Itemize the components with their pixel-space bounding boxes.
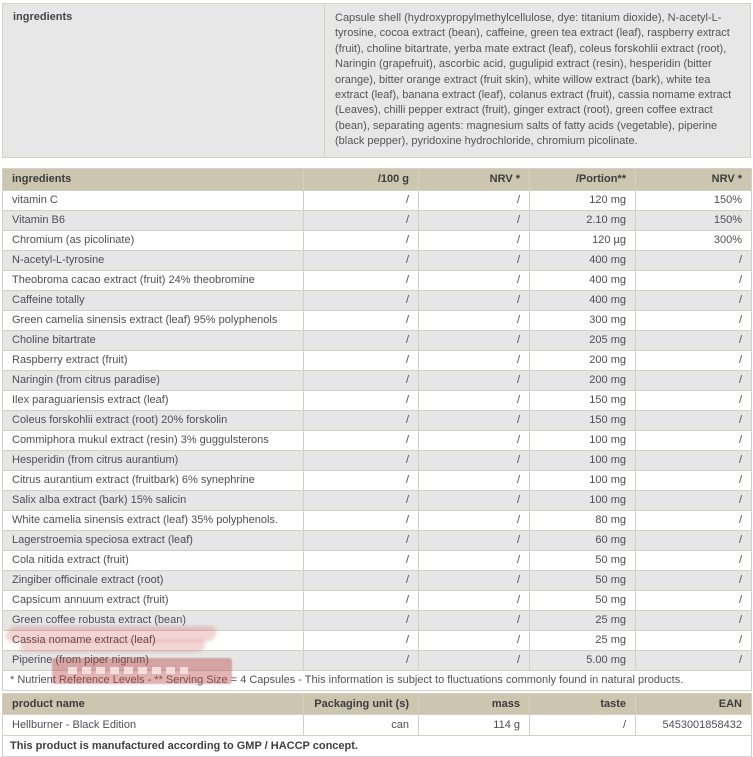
per-100g-cell: / xyxy=(304,570,419,590)
per-portion-cell: 100 mg xyxy=(530,430,636,450)
nrv-portion-cell: / xyxy=(636,650,752,670)
nrv-portion-cell: 150% xyxy=(636,190,752,210)
nrv-100g-cell: / xyxy=(419,230,530,250)
ingredient-name-cell: Citrus aurantium extract (fruitbark) 6% synephrine xyxy=(3,470,304,490)
column-header-per-portion: /Portion** xyxy=(530,168,636,190)
ingredient-name-cell: Chromium (as picolinate) xyxy=(3,230,304,250)
ingredient-name-cell: Salix alba extract (bark) 15% salicin xyxy=(3,490,304,510)
taste-cell: / xyxy=(530,714,636,735)
per-100g-cell: / xyxy=(304,370,419,390)
table-row xyxy=(3,250,752,270)
nrv-100g-cell: / xyxy=(419,470,530,490)
per-100g-cell: / xyxy=(304,590,419,610)
nrv-100g-cell: / xyxy=(419,510,530,530)
nrv-portion-cell: / xyxy=(636,310,752,330)
nrv-100g-cell: / xyxy=(419,190,530,210)
per-portion-cell: 50 mg xyxy=(530,550,636,570)
ingredient-name-cell: Theobroma cacao extract (fruit) 24% theobromine xyxy=(3,270,304,290)
ingredient-name-cell: Cola nitida extract (fruit) xyxy=(3,550,304,570)
nrv-100g-cell: / xyxy=(419,530,530,550)
per-100g-cell: / xyxy=(304,230,419,250)
per-portion-cell: 205 mg xyxy=(530,330,636,350)
table-row xyxy=(3,330,752,350)
nrv-portion-cell: / xyxy=(636,510,752,530)
per-portion-cell: 50 mg xyxy=(530,570,636,590)
per-100g-cell: / xyxy=(304,650,419,670)
per-portion-cell: 400 mg xyxy=(530,270,636,290)
per-100g-cell: / xyxy=(304,490,419,510)
ingredient-name-cell: Coleus forskohlii extract (root) 20% forskolin xyxy=(3,410,304,430)
ingredient-name-cell: White camelia sinensis extract (leaf) 35% polyphenols. xyxy=(3,510,304,530)
ingredient-name-cell: Naringin (from citrus paradise) xyxy=(3,370,304,390)
table-row xyxy=(3,450,752,470)
column-header-ingredients: ingredients xyxy=(3,168,304,190)
nrv-portion-cell: / xyxy=(636,250,752,270)
table-row xyxy=(3,430,752,450)
product-row xyxy=(3,714,752,735)
nrv-100g-cell: / xyxy=(419,430,530,450)
table-row xyxy=(3,510,752,530)
column-header-product-name: product name xyxy=(3,693,304,714)
ingredient-name-cell: Lagerstroemia speciosa extract (leaf) xyxy=(3,530,304,550)
footnote-text: * Nutrient Reference Levels - ** Serving Size = 4 Capsules - This information is subject to fluctuations commonly found in natural products. xyxy=(3,670,752,690)
ingredient-name-cell: Green camelia sinensis extract (leaf) 95% polyphenols xyxy=(3,310,304,330)
table-row xyxy=(3,310,752,330)
product-header-row xyxy=(3,693,752,714)
ingredients-row xyxy=(3,4,751,158)
per-100g-cell: / xyxy=(304,550,419,570)
per-portion-cell: 25 mg xyxy=(530,630,636,650)
nrv-100g-cell: / xyxy=(419,590,530,610)
per-100g-cell: / xyxy=(304,530,419,550)
per-100g-cell: / xyxy=(304,250,419,270)
nrv-100g-cell: / xyxy=(419,290,530,310)
per-100g-cell: / xyxy=(304,610,419,630)
per-100g-cell: / xyxy=(304,390,419,410)
per-portion-cell: 60 mg xyxy=(530,530,636,550)
nrv-100g-cell: / xyxy=(419,410,530,430)
table-row xyxy=(3,390,752,410)
nrv-portion-cell: / xyxy=(636,350,752,370)
per-portion-cell: 400 mg xyxy=(530,250,636,270)
ingredient-name-cell: Capsicum annuum extract (fruit) xyxy=(3,590,304,610)
ingredient-name-cell: Piperine (from piper nigrum) xyxy=(3,650,304,670)
ingredients-text: Capsule shell (hydroxypropylmethylcellulose, dye: titanium dioxide), N-acetyl-L-tyrosine, cocoa extract (bean), caffeine, green tea extract (leaf), raspberry extract (fruit), choline bitartrate, yerba mate extract (leaf), coleus forskohlii extract (root), Naringin (grapefruit), ascorbic acid, gugulipid extract (resin), hesperidin (bitter orange), bitter orange extract (fruit skin), white willow extract (bark), white tea extract (leaf), banana extract (leaf), colanus extract (fruit), cassia nomame extract (Leaves), chilli pepper extract (fruit), ginger extract (root), green coffee extract (bean), separating agents: magnesium salts of fatty acids (vegetable), piperine (black pepper), pyridoxine hydrochloride, chromium picolinate. xyxy=(325,4,751,158)
per-portion-cell: 150 mg xyxy=(530,390,636,410)
ingredient-name-cell: Hesperidin (from citrus aurantium) xyxy=(3,450,304,470)
nrv-100g-cell: / xyxy=(419,270,530,290)
per-portion-cell: 25 mg xyxy=(530,610,636,630)
nutrition-table-body xyxy=(3,190,752,670)
table-row xyxy=(3,410,752,430)
table-row xyxy=(3,570,752,590)
column-header-mass: mass xyxy=(419,693,530,714)
per-portion-cell: 80 mg xyxy=(530,510,636,530)
table-row xyxy=(3,630,752,650)
nrv-100g-cell: / xyxy=(419,630,530,650)
nrv-portion-cell: / xyxy=(636,270,752,290)
nrv-100g-cell: / xyxy=(419,550,530,570)
column-header-packaging-unit: Packaging unit (s) xyxy=(304,693,419,714)
ingredient-name-cell: vitamin C xyxy=(3,190,304,210)
table-row xyxy=(3,290,752,310)
nrv-portion-cell: / xyxy=(636,470,752,490)
footnote-row xyxy=(3,670,752,690)
table-row xyxy=(3,610,752,630)
table-row xyxy=(3,650,752,670)
ingredients-label: ingredients xyxy=(3,4,325,158)
ingredient-name-cell: Raspberry extract (fruit) xyxy=(3,350,304,370)
per-portion-cell: 120 µg xyxy=(530,230,636,250)
nrv-portion-cell: / xyxy=(636,610,752,630)
nrv-100g-cell: / xyxy=(419,650,530,670)
per-100g-cell: / xyxy=(304,310,419,330)
per-portion-cell: 200 mg xyxy=(530,350,636,370)
per-100g-cell: / xyxy=(304,410,419,430)
ingredient-name-cell: Ilex paraguariensis extract (leaf) xyxy=(3,390,304,410)
nrv-100g-cell: / xyxy=(419,450,530,470)
table-row xyxy=(3,490,752,510)
product-table xyxy=(2,693,752,757)
column-header-ean: EAN xyxy=(636,693,752,714)
per-portion-cell: 200 mg xyxy=(530,370,636,390)
per-100g-cell: / xyxy=(304,270,419,290)
per-100g-cell: / xyxy=(304,190,419,210)
per-portion-cell: 300 mg xyxy=(530,310,636,330)
column-header-nrv: NRV * xyxy=(419,168,530,190)
per-portion-cell: 5.00 mg xyxy=(530,650,636,670)
nrv-100g-cell: / xyxy=(419,370,530,390)
table-row xyxy=(3,190,752,210)
nrv-portion-cell: / xyxy=(636,410,752,430)
per-portion-cell: 400 mg xyxy=(530,290,636,310)
table-row xyxy=(3,550,752,570)
ingredient-name-cell: Green coffee robusta extract (bean) xyxy=(3,610,304,630)
nrv-portion-cell: / xyxy=(636,550,752,570)
nrv-portion-cell: / xyxy=(636,390,752,410)
packaging-unit-cell: can xyxy=(304,714,419,735)
column-header-nrv-portion: NRV * xyxy=(636,168,752,190)
nrv-portion-cell: / xyxy=(636,290,752,310)
nrv-portion-cell: / xyxy=(636,590,752,610)
nutrition-header-row xyxy=(3,168,752,190)
nrv-portion-cell: / xyxy=(636,530,752,550)
mass-cell: 114 g xyxy=(419,714,530,735)
per-100g-cell: / xyxy=(304,450,419,470)
nrv-100g-cell: / xyxy=(419,330,530,350)
nrv-100g-cell: / xyxy=(419,310,530,330)
nrv-portion-cell: / xyxy=(636,370,752,390)
nrv-portion-cell: / xyxy=(636,630,752,650)
table-row xyxy=(3,230,752,250)
gmp-note-row xyxy=(3,735,752,756)
per-portion-cell: 100 mg xyxy=(530,470,636,490)
per-portion-cell: 120 mg xyxy=(530,190,636,210)
table-row xyxy=(3,370,752,390)
nrv-100g-cell: / xyxy=(419,610,530,630)
nrv-portion-cell: / xyxy=(636,330,752,350)
nrv-portion-cell: 150% xyxy=(636,210,752,230)
ingredient-name-cell: Commiphora mukul extract (resin) 3% guggulsterons xyxy=(3,430,304,450)
nrv-100g-cell: / xyxy=(419,350,530,370)
nrv-portion-cell: / xyxy=(636,450,752,470)
nrv-100g-cell: / xyxy=(419,250,530,270)
nrv-100g-cell: / xyxy=(419,490,530,510)
table-row xyxy=(3,530,752,550)
table-row xyxy=(3,210,752,230)
column-header-taste: taste xyxy=(530,693,636,714)
table-row xyxy=(3,350,752,370)
ingredient-name-cell: Choline bitartrate xyxy=(3,330,304,350)
ingredient-name-cell: N-acetyl-L-tyrosine xyxy=(3,250,304,270)
per-100g-cell: / xyxy=(304,430,419,450)
nrv-100g-cell: / xyxy=(419,570,530,590)
table-row xyxy=(3,270,752,290)
nrv-portion-cell: / xyxy=(636,570,752,590)
table-row xyxy=(3,470,752,490)
per-portion-cell: 100 mg xyxy=(530,450,636,470)
column-header-per-100g: /100 g xyxy=(304,168,419,190)
ean-cell: 5453001858432 xyxy=(636,714,752,735)
gmp-note-text: This product is manufactured according to GMP / HACCP concept. xyxy=(3,735,752,756)
ingredients-section xyxy=(2,3,751,158)
per-portion-cell: 2.10 mg xyxy=(530,210,636,230)
per-portion-cell: 50 mg xyxy=(530,590,636,610)
per-100g-cell: / xyxy=(304,350,419,370)
nutrition-table xyxy=(2,168,752,691)
per-100g-cell: / xyxy=(304,330,419,350)
per-100g-cell: / xyxy=(304,290,419,310)
per-100g-cell: / xyxy=(304,470,419,490)
product-name-cell: Hellburner - Black Edition xyxy=(3,714,304,735)
nrv-portion-cell: / xyxy=(636,430,752,450)
per-portion-cell: 150 mg xyxy=(530,410,636,430)
table-row xyxy=(3,590,752,610)
nrv-portion-cell: / xyxy=(636,490,752,510)
per-portion-cell: 100 mg xyxy=(530,490,636,510)
per-100g-cell: / xyxy=(304,630,419,650)
ingredient-name-cell: Vitamin B6 xyxy=(3,210,304,230)
nrv-100g-cell: / xyxy=(419,390,530,410)
ingredient-name-cell: Cassia nomame extract (leaf) xyxy=(3,630,304,650)
per-100g-cell: / xyxy=(304,210,419,230)
ingredient-name-cell: Caffeine totally xyxy=(3,290,304,310)
nrv-100g-cell: / xyxy=(419,210,530,230)
per-100g-cell: / xyxy=(304,510,419,530)
nrv-portion-cell: 300% xyxy=(636,230,752,250)
ingredient-name-cell: Zingiber officinale extract (root) xyxy=(3,570,304,590)
